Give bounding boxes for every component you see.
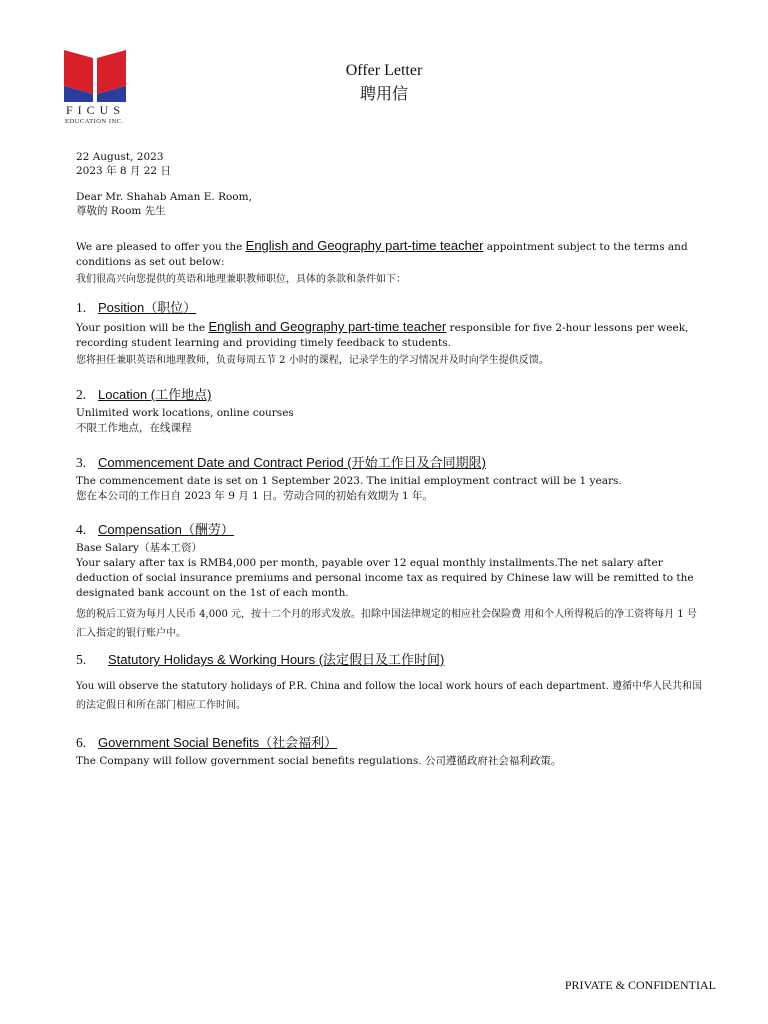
section-number: 5. bbox=[76, 652, 87, 667]
position-text-post: responsible for five 2-hour lessons per week, recording student learning and providing timely feedback to students. bbox=[76, 322, 689, 349]
confidential-footer: PRIVATE & CONFIDENTIAL bbox=[564, 978, 716, 992]
greeting-english: Dear Mr. Shahab Aman E. Room, bbox=[76, 191, 252, 203]
section-position bbox=[76, 300, 706, 370]
letter-title bbox=[0, 62, 768, 104]
section-title: Location (工作地点) bbox=[98, 387, 212, 402]
benefits-text-english: The Company will follow government social benefits regulations. bbox=[76, 755, 425, 767]
holidays-text-english: You will observe the statutory holidays of P.R. China and follow the local work hours of each department. bbox=[76, 681, 613, 692]
holidays-text-chinese: 遵循中华人民共和国的法定假日和所在部门相应工作时间。 bbox=[76, 681, 703, 711]
section-heading bbox=[76, 652, 706, 667]
greeting bbox=[76, 190, 252, 218]
section-title: Compensation（酬劳） bbox=[98, 522, 234, 537]
section-commencement bbox=[76, 455, 706, 504]
section-heading bbox=[76, 735, 706, 750]
section-compensation bbox=[76, 522, 706, 643]
intro-english bbox=[76, 238, 696, 270]
date-english: 22 August, 2023 bbox=[76, 151, 164, 163]
section-text bbox=[76, 677, 706, 715]
section-number: 1. bbox=[76, 300, 87, 315]
section-title: Government Social Benefits（社会福利） bbox=[98, 735, 338, 750]
section-heading bbox=[76, 522, 706, 537]
section-location bbox=[76, 387, 706, 436]
benefits-text-chinese: 公司遵循政府社会福利政策。 bbox=[424, 755, 562, 767]
section-number: 6. bbox=[76, 735, 87, 750]
section-title: Position（职位） bbox=[98, 300, 197, 315]
section-text-chinese: 您的税后工资为每月人民币 4,000 元，按十二个月的形式发放。扣除中国法律规定的相应社会保险费 用和个人所得税后的净工资将每月 1 号汇入指定的银行账户中。 bbox=[76, 609, 697, 639]
section-title: Statutory Holidays & Working Hours (法定假日及工作时间) bbox=[108, 652, 445, 667]
section-number: 2. bbox=[76, 387, 87, 402]
intro-text-pre: We are pleased to offer you the bbox=[76, 241, 246, 253]
greeting-chinese: 尊敬的 Room 先生 bbox=[76, 205, 166, 217]
section-text-english: Your salary after tax is RMB4,000 per month, payable over 12 equal monthly installments.The net salary after deduction of social insurance premiums and personal income tax as required by Chinese law will be remitted to the designated bank account on the 1st of each month. bbox=[76, 557, 694, 599]
section-text-chinese: 您在本公司的工作日自 2023 年 9 月 1 日。劳动合同的初始有效期为 1 年。 bbox=[76, 490, 433, 502]
position-text-pre: Your position will be the bbox=[76, 322, 209, 334]
section-number: 3. bbox=[76, 455, 87, 470]
date-chinese: 2023 年 8 月 22 日 bbox=[76, 165, 171, 177]
logo-subtitle: EDUCATION INC. bbox=[65, 118, 124, 125]
section-number: 4. bbox=[76, 522, 87, 537]
section-heading bbox=[76, 300, 706, 315]
section-title: Commencement Date and Contract Period (开始工作日及合同期限) bbox=[98, 455, 486, 470]
intro-job-title: English and Geography part-time teacher bbox=[245, 238, 484, 253]
title-chinese: 聘用信 bbox=[359, 84, 408, 103]
section-heading bbox=[76, 387, 706, 402]
logo-name: FICUS bbox=[66, 103, 126, 117]
section-benefits bbox=[76, 735, 706, 769]
section-text bbox=[76, 754, 706, 769]
intro-chinese: 我们很高兴向您提供的英语和地理兼职教师职位，具体的条款和条件如下： bbox=[76, 274, 406, 285]
section-heading bbox=[76, 455, 706, 470]
intro-text-post: appointment subject to the terms and conditions as set out below: bbox=[76, 241, 688, 268]
section-holidays bbox=[76, 652, 706, 715]
title-english: Offer Letter bbox=[345, 62, 423, 79]
section-text-english: The commencement date is set on 1 September 2023. The initial employment contract will be 1 years. bbox=[76, 475, 622, 487]
section-text-chinese: 您将担任兼职英语和地理教师，负责每周五节 2 小时的课程，记录学生的学习情况并及时向学生提供反馈。 bbox=[76, 355, 549, 366]
base-salary-label: Base Salary（基本工资） bbox=[76, 542, 202, 554]
section-text-english bbox=[76, 319, 706, 351]
intro-paragraph bbox=[76, 238, 696, 289]
position-job-title: English and Geography part-time teacher bbox=[208, 319, 447, 334]
letter-date bbox=[76, 150, 171, 178]
section-text-english: Unlimited work locations, online courses bbox=[76, 407, 294, 419]
section-text-chinese: 不限工作地点，在线课程 bbox=[76, 422, 192, 434]
